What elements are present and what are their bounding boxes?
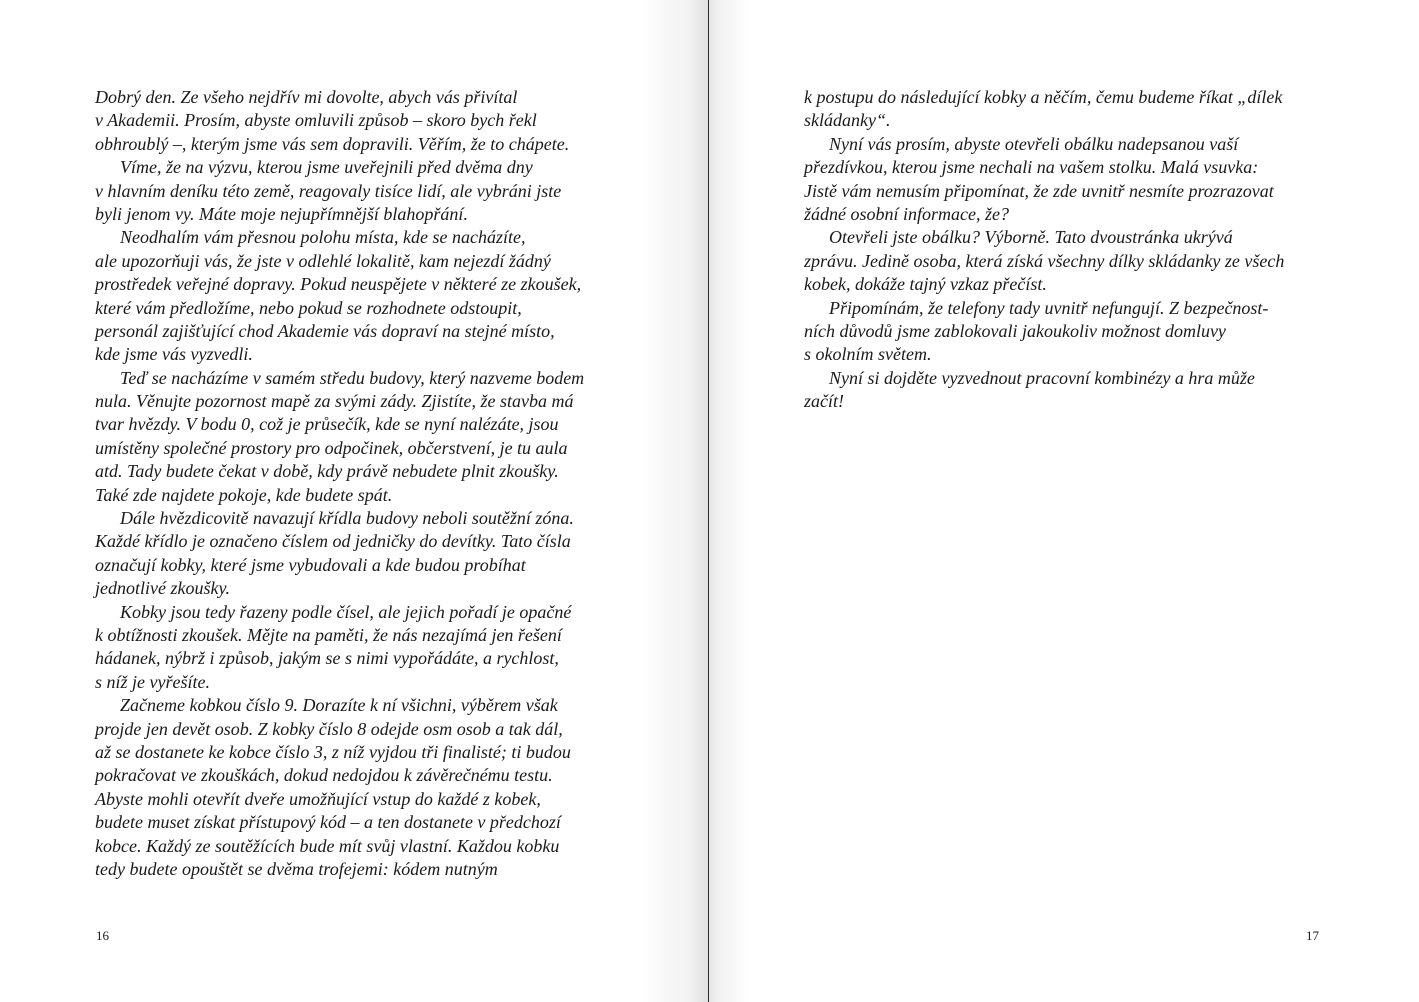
text-line: začít!	[804, 391, 844, 412]
text-line: ních důvodů jsme zablokovali jakoukoliv možnost domluvy	[804, 320, 1226, 341]
text-line: k postupu do následující kobky a něčím, čemu budeme říkat „dílek	[804, 87, 1283, 107]
text-line: které vám předložíme, nebo pokud se rozhodnete odstoupit,	[95, 297, 522, 318]
text-line: žádné osobní informace, že?	[804, 203, 1009, 224]
text-line: personál zajišťující chod Akademie vás dopraví na stejné místo,	[95, 320, 555, 341]
text-line: ale upozorňuji vás, že jste v odlehlé lokalitě, kam nejezdí žádný	[95, 250, 551, 271]
text-line: byli jenom vy. Máte moje nejupřímnější blahopřání.	[95, 203, 468, 224]
right-page	[709, 0, 1419, 1002]
text-line: Neodhalím vám přesnou polohu místa, kde se nacházíte,	[120, 227, 526, 248]
text-line: skládanky“.	[804, 110, 891, 131]
text-line: v Akademii. Prosím, abyste omluvili způsob – skoro bych řekl	[95, 110, 537, 131]
text-line: Teď se nacházíme v samém středu budovy, který nazveme bodem	[120, 367, 585, 388]
text-line: projde jen devět osob. Z kobky číslo 8 odejde osm osob a tak dál,	[95, 718, 563, 739]
right-page-number: 17	[1306, 928, 1319, 943]
text-line: kde jsme vás vyzvedli.	[95, 344, 253, 365]
text-line: Víme, že na výzvu, kterou jsme uveřejnili před dvěma dny	[120, 157, 533, 178]
text-line: Také zde najdete pokoje, kde budete spát.	[95, 484, 393, 505]
text-line: s níž je vyřešíte.	[95, 671, 210, 692]
left-page	[0, 0, 709, 1002]
text-line: Nyní vás prosím, abyste otevřeli obálku nadepsanou vaší	[829, 133, 1239, 154]
text-line: označují kobky, které jsme vybudovali a kde budou probíhat	[95, 554, 526, 575]
text-line: prostředek veřejné dopravy. Pokud neuspějete v některé ze zkoušek,	[95, 274, 582, 295]
text-line: zprávu. Jedině osoba, která získá všechny dílky skládanky ze všech	[804, 250, 1285, 271]
left-page-number: 16	[96, 928, 109, 943]
text-line: Začneme kobkou číslo 9. Dorazíte k ní všichni, výběrem však	[120, 695, 558, 716]
text-line: umístěny společné prostory pro odpočinek, občerstvení, je tu aula	[95, 437, 568, 458]
text-line: Připomínám, že telefony tady uvnitř nefungují. Z bezpečnost-	[829, 297, 1269, 318]
text-line: jednotlivé zkoušky.	[95, 578, 230, 599]
text-line: přezdívkou, kterou jsme nechali na vašem stolku. Malá vsuvka:	[804, 157, 1259, 178]
text-line: v hlavním deníku této země, reagovaly tisíce lidí, ale vybráni jste	[95, 180, 562, 201]
text-line: Otevřeli jste obálku? Výborně. Tato dvoustránka ukrývá	[829, 227, 1233, 248]
text-line: Nyní si dojděte vyzvednout pracovní kombinézy a hra může	[829, 367, 1255, 388]
text-line: Každé křídlo je označeno číslem od jedničky do devítky. Tato čísla	[95, 531, 571, 552]
text-line: s okolním světem.	[804, 344, 932, 365]
text-line: pokračovat ve zkouškách, dokud nedojdou k závěrečnému testu.	[95, 765, 553, 786]
text-line: Abyste mohli otevřít dveře umožňující vstup do každé z kobek,	[95, 788, 541, 809]
text-line: budete muset získat přístupový kód – a ten dostanete v předchozí	[95, 812, 561, 833]
text-line: k obtížnosti zkoušek. Mějte na paměti, že nás nezajímá jen řešení	[95, 624, 562, 645]
text-line: nula. Věnujte pozornost mapě za svými zády. Zjistíte, že stavba má	[95, 391, 574, 412]
text-line: Jistě vám nemusím připomínat, že zde uvnitř nesmíte prozrazovat	[804, 180, 1274, 201]
text-line: až se dostanete ke kobce číslo 3, z níž vyjdou tři finalisté; ti budou	[95, 741, 571, 762]
gutter-shadow	[709, 0, 749, 1002]
text-line: hádanek, nýbrž i způsob, jakým se s nimi vypořádáte, a rychlost,	[95, 648, 559, 669]
left-page-body-text	[95, 86, 584, 881]
text-line: Dále hvězdicovitě navazují křídla budovy neboli soutěžní zóna.	[120, 508, 574, 529]
text-line: Kobky jsou tedy řazeny podle čísel, ale jejich pořadí je opačné	[120, 601, 572, 622]
text-line: tvar hvězdy. V bodu 0, což je průsečík, kde se nyní nalézáte, jsou	[95, 414, 559, 435]
gutter-shadow	[639, 0, 709, 1002]
right-page-body-text	[804, 86, 1284, 413]
text-line: atd. Tady budete čekat v době, kdy právě nebudete plnit zkoušky.	[95, 461, 559, 482]
text-line: tedy budete opouštět se dvěma trofejemi: kódem nutným	[95, 858, 498, 879]
text-line: kobce. Každý ze soutěžících bude mít svůj vlastní. Každou kobku	[95, 835, 560, 856]
text-line: obhroublý –, kterým jsme vás sem dopravili. Věřím, že to chápete.	[95, 133, 570, 154]
text-line: kobek, dokáže tajný vzkaz přečíst.	[804, 274, 1047, 295]
text-line: Dobrý den. Ze všeho nejdřív mi dovolte, abych vás přivítal	[95, 87, 518, 107]
